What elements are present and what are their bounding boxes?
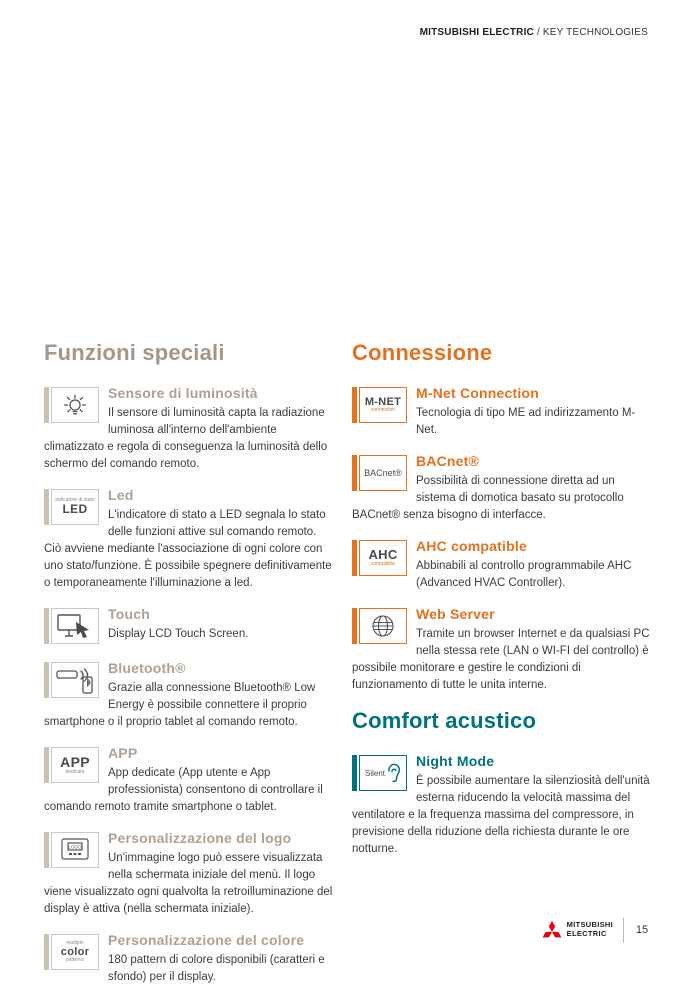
icon-accent-strip: [352, 387, 357, 423]
icon-accent-strip: [352, 540, 357, 576]
feature-text: 180 pattern di colore disponibili (caratteri e sfondo) per il display.: [108, 954, 325, 984]
right-column: [352, 340, 652, 872]
feature-text: L'indicatore di stato a LED segnala lo stato delle funzioni attive sul comando remoto. Ciò avviene mediante l'associazione di ogni colore con uno stato/funzione. È possibile spegnere definitivamente o temporaneamente l'illuminazione a led.: [44, 509, 332, 590]
bacnet-icon-label: BACnet®: [364, 468, 402, 479]
feature-title: AHC compatible: [416, 538, 527, 555]
header-section: / KEY TECHNOLOGIES: [536, 27, 648, 38]
silent-icon: [352, 755, 407, 791]
icon-accent-strip: [44, 747, 49, 783]
mnet-icon: [352, 387, 407, 423]
left-column-title: Funzioni speciali: [44, 340, 225, 365]
feature-text: Tramite un browser Internet e da qualsiasi PC nella stessa rete (LAN o WI-FI del controllo) è possibile monitorare e gestire le condizioni di funzionamento di tutte le unita interne.: [352, 628, 650, 692]
icon-accent-strip: [44, 662, 49, 698]
ahc-icon: [352, 540, 407, 576]
mitsubishi-logo-text: [567, 921, 613, 938]
feature-text: Abbinabili al controllo programmabile AHC (Advanced HVAC Controller).: [416, 560, 632, 590]
color-icon-bottom: patterns: [65, 957, 85, 964]
icon-accent-strip: [352, 755, 357, 791]
logo-icon-label: LOGO: [68, 844, 82, 850]
feature-title: Sensore di luminosità: [108, 385, 258, 401]
app-icon: [44, 747, 99, 783]
feature-color-customization: [44, 932, 336, 986]
silent-icon-box: [359, 755, 407, 791]
icon-accent-strip: [44, 934, 49, 970]
feature-led: [44, 487, 336, 592]
bacnet-icon-box: [359, 455, 407, 491]
feature-bluetooth: [44, 660, 336, 731]
feature-title: Touch: [108, 606, 150, 623]
ahc-icon-label: AHC: [368, 547, 398, 563]
feature-title: Personalizzazione del logo: [108, 830, 292, 847]
app-icon-box: [51, 747, 99, 783]
led-icon-caption: indicatore di stato: [55, 496, 95, 503]
icon-accent-strip: [44, 832, 49, 868]
mitsubishi-logo: [541, 921, 613, 940]
icon-accent-strip: [352, 455, 357, 491]
mnet-icon-label: M-NET: [364, 396, 402, 409]
touch-icon-box: [51, 608, 99, 644]
feature-title: Led: [108, 487, 134, 504]
feature-text: Tecnologia di tipo ME ad indirizzamento M-Net.: [416, 407, 636, 437]
led-indicator-icon: [44, 489, 99, 525]
icon-accent-strip: [44, 489, 49, 525]
logo-screen-icon: [44, 832, 99, 868]
app-icon-caption: dedicata: [65, 769, 85, 775]
bluetooth-icon-box: [51, 662, 99, 698]
logo-line-1: MITSUBISHI: [566, 920, 613, 930]
feature-title: APP: [108, 745, 138, 762]
bluetooth-icon: [44, 662, 99, 698]
page-number: 15: [635, 924, 649, 936]
feature-text: Un'immagine logo può essere visualizzata nella schermata iniziale del menù. Il logo viene visualizzato ogni qualvolta la retroilluminazione del display è attiva (nella schermata iniziale).: [44, 852, 333, 916]
mnet-icon-box: [359, 387, 407, 423]
app-icon-label: APP: [60, 753, 90, 770]
web-server-icon: [352, 608, 407, 644]
brightness-sensor-icon: [44, 387, 99, 423]
feature-text: È possibile aumentare la silenziosità dell'unità esterna riducendo la velocità massima del ventilatore e la frequenza massima del compressore, in previsione della riduzione della richiesta durante le ore notturne.: [352, 775, 650, 856]
color-icon-top: multiple: [66, 939, 84, 946]
feature-text: App dedicate (App utente e App professionista) consentono di controllare il comando remoto tramite smartphone o tablet.: [44, 767, 323, 814]
bacnet-icon: [352, 455, 407, 491]
color-icon-box: [51, 934, 99, 970]
left-column: [44, 340, 336, 1000]
feature-web-server: [352, 606, 652, 694]
ahc-icon-caption: compatible: [370, 561, 396, 568]
feature-title: BACnet®: [416, 453, 480, 470]
light-bulb-icon: [51, 387, 99, 423]
footer-divider: [623, 917, 624, 943]
page-header: [420, 27, 648, 38]
feature-title: M-Net Connection: [416, 385, 539, 401]
silent-icon-label: Silent: [364, 768, 385, 778]
color-patterns-icon: [44, 934, 99, 970]
feature-night-mode: [352, 753, 652, 858]
comfort-title: Comfort acustico: [352, 708, 537, 734]
feature-text: Il sensore di luminosità capta la radiazione luminosa all'interno dell'ambiente climatizzato e regola di conseguenza la luminosità dello schermo del comando remoto.: [44, 407, 328, 471]
three-diamonds-icon: [541, 921, 563, 940]
led-icon-label: LED: [62, 502, 88, 517]
feature-logo-customization: [44, 830, 336, 918]
feature-title: Bluetooth®: [108, 660, 186, 677]
connection-title: Connessione: [352, 340, 493, 365]
feature-bacnet: [352, 453, 652, 524]
feature-mnet: [352, 385, 652, 439]
feature-text: Display LCD Touch Screen.: [108, 628, 249, 641]
page-footer: [541, 917, 650, 943]
icon-accent-strip: [44, 608, 49, 644]
feature-app: [44, 745, 336, 816]
led-icon-box: [51, 489, 99, 525]
feature-touch: [44, 606, 336, 646]
logo-icon-box: [51, 832, 99, 868]
feature-text: Grazie alla connessione Bluetooth® Low Energy è possibile connettere il proprio smartphone o il proprio tablet al comando remoto.: [44, 682, 316, 729]
ear-icon: [387, 763, 401, 783]
feature-title: Web Server: [416, 606, 495, 623]
feature-title: Night Mode: [416, 753, 495, 770]
feature-title: Personalizzazione del colore: [108, 932, 305, 949]
feature-text: Possibilità di connessione diretta ad un sistema di domotica basato su protocollo BACnet® senza bisogno di interfacce.: [352, 475, 624, 522]
mnet-icon-caption: connection: [370, 407, 396, 414]
globe-icon: [359, 608, 407, 644]
feature-ahc: [352, 538, 652, 592]
feature-brightness-sensor: [44, 385, 336, 473]
icon-accent-strip: [352, 608, 357, 644]
header-brand: MITSUBISHI ELECTRIC: [419, 27, 534, 38]
touch-screen-icon: [44, 608, 99, 644]
color-icon-mid: color: [60, 946, 90, 959]
icon-accent-strip: [44, 387, 49, 423]
ahc-icon-box: [359, 540, 407, 576]
logo-line-2: ELECTRIC: [566, 929, 607, 938]
